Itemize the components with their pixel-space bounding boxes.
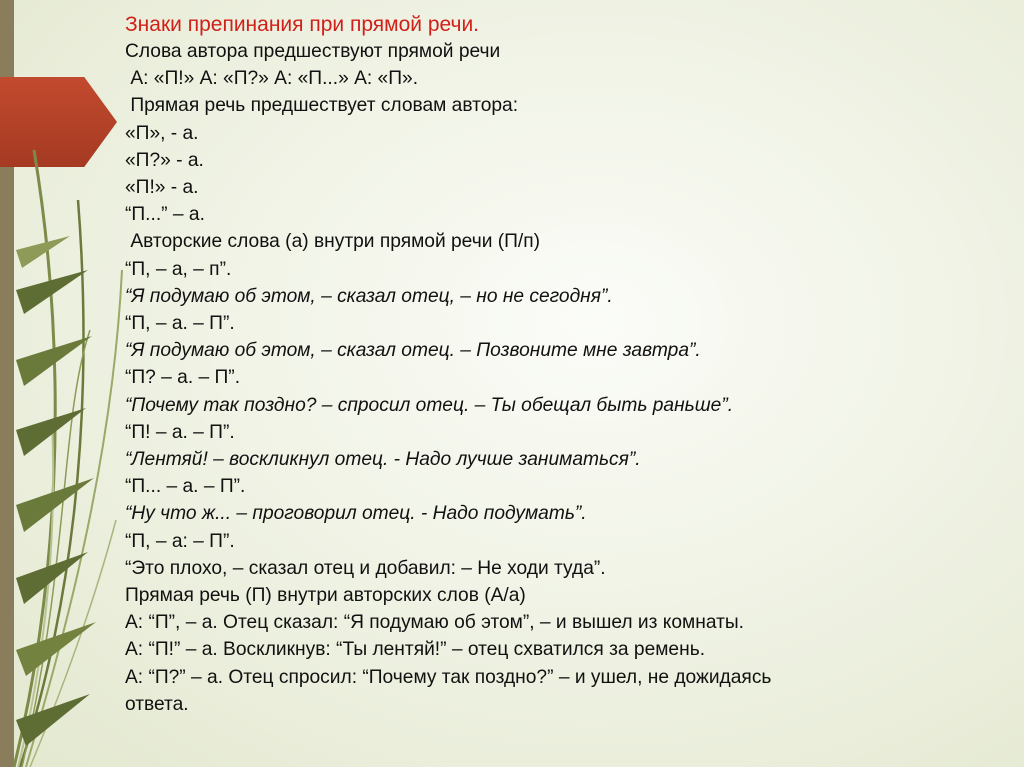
leaf-2 xyxy=(16,336,92,386)
leaf-6 xyxy=(16,622,96,676)
text-line: “П, – а: – П”. xyxy=(125,530,235,552)
text-line: “Я подумаю об этом, – сказал отец. – Позвоните мне завтра”. xyxy=(125,340,701,362)
text-line: Прямая речь предшествует словам автора: xyxy=(125,95,519,117)
slide-title: Знаки препинания при прямой речи. xyxy=(125,13,480,36)
text-line: «П!» - а. xyxy=(125,177,199,199)
slide-content xyxy=(125,11,1005,718)
red-banner-arrow xyxy=(0,77,117,167)
text-lines xyxy=(125,38,1005,718)
text-line: «П?» - а. xyxy=(125,149,204,171)
text-line: “Это плохо, – сказал отец и добавил: – Не ходи туда”. xyxy=(125,557,606,579)
text-line: А: “П?” – а. Отец спросил: “Почему так поздно?” – и ушел, не дожидаясь xyxy=(125,666,772,688)
text-line: А: “П!” – а. Воскликнув: “Ты лентяй!” – отец схватился за ремень. xyxy=(125,639,706,661)
text-line: А: «П!» А: «П?» А: «П...» А: «П». xyxy=(125,68,419,90)
text-line: “П... – а. – П”. xyxy=(125,476,246,498)
grass-blade-6 xyxy=(22,330,90,767)
text-line: «П», - а. xyxy=(125,122,199,144)
text-line: Прямая речь (П) внутри авторских слов (А/а) xyxy=(125,585,526,607)
leaf-3 xyxy=(16,408,86,456)
leaf-5 xyxy=(16,552,88,604)
grass-blade-4 xyxy=(18,420,53,767)
grass-blade-1 xyxy=(14,150,55,767)
text-line: “Ну что ж... – проговорил отец. - Надо подумать”. xyxy=(125,503,587,525)
text-line: “П, – а, – п”. xyxy=(125,258,232,280)
grass-blade-5 xyxy=(30,520,116,767)
text-line: “П...” – а. xyxy=(125,204,205,226)
grass-blade-2 xyxy=(20,200,83,767)
text-line: ответа. xyxy=(125,693,189,715)
text-line: А: “П”, – а. Отец сказал: “Я подумаю об этом”, – и вышел из комнаты. xyxy=(125,612,744,634)
text-line: “Лентяй! – воскликнул отец. - Надо лучше заниматься”. xyxy=(125,449,641,471)
leaf-4 xyxy=(16,478,94,532)
grass-blade-3 xyxy=(26,270,122,767)
text-line: Авторские слова (а) внутри прямой речи (П/п) xyxy=(125,231,541,253)
text-line: “Почему так поздно? – спросил отец. – Ты обещал быть раньше”. xyxy=(125,394,734,416)
text-line: “Я подумаю об этом, – сказал отец, – но не сегодня”. xyxy=(125,285,613,307)
text-line: “П? – а. – П”. xyxy=(125,367,241,389)
leaf-8 xyxy=(16,236,70,268)
leaf-7 xyxy=(16,694,90,746)
leaf-1 xyxy=(16,270,88,314)
text-line: Слова автора предшествуют прямой речи xyxy=(125,41,501,62)
text-line: “П! – а. – П”. xyxy=(125,421,235,443)
text-line: “П, – а. – П”. xyxy=(125,313,235,335)
